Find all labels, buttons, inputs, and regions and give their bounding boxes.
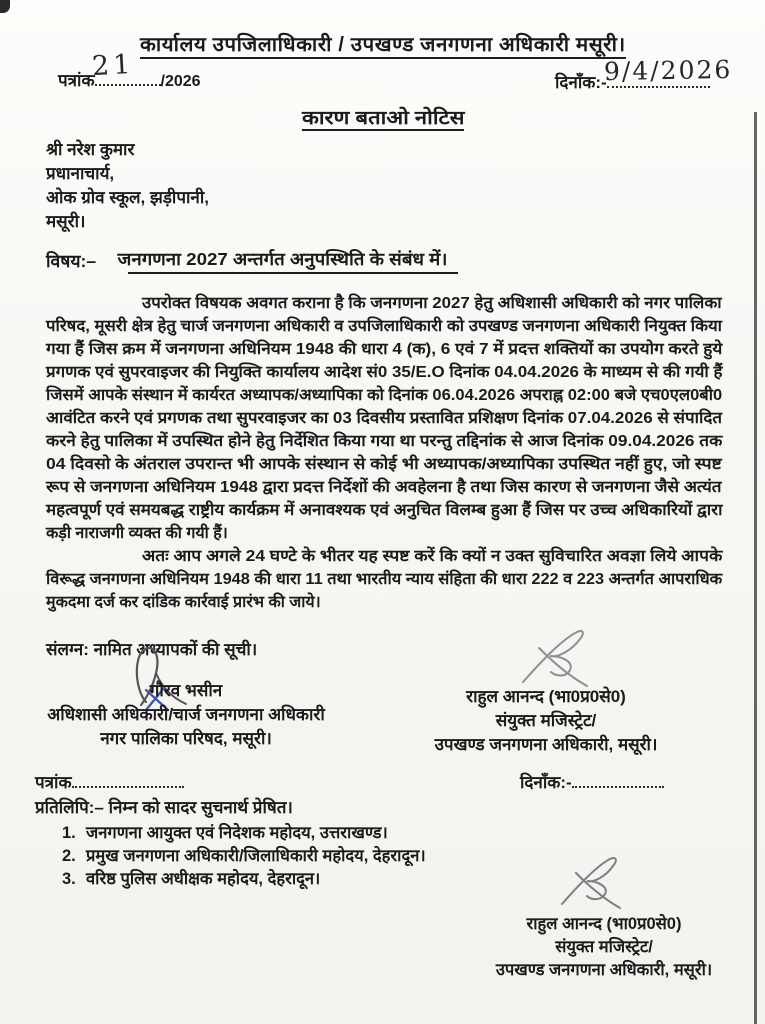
body-paragraph-1 <box>46 291 722 544</box>
copy-to-heading: प्रतिलिपि:– निम्न को सादर सुचनार्थ प्रेषित। <box>35 798 293 817</box>
bottom-signatory-designation: संयुक्त मजिस्ट्रेट/ <box>555 938 653 956</box>
body-line: कड़ी नाराजगी व्यक्त की गयी हैं। <box>46 525 228 542</box>
left-signatory-designation: अधिशासी अधिकारी/चार्ज जनगणना अधिकारी <box>47 705 325 724</box>
body-line: गया हैं जिस क्रम में जनगणना अधिनियम 1948 की धारा 4 (क), 6 एवं 7 में प्रदत्त शक्तियों का उपयोग करते हुये <box>46 341 723 358</box>
body-line: करने हेतु पालिका में उपस्थित होने हेतु निर्देशित किया गया था परन्तु तद्दिनांक से आज दिनांक 09.04.2026 तक <box>46 433 723 450</box>
body-line: रूप से जनगणना अधिनियम 1948 द्वारा प्रदत्त निर्देशों की अवहेलना है तथा जिस कारण से जनगणना जैसे अत्यंत <box>46 479 722 496</box>
letter-number-year: /2026 <box>160 73 201 90</box>
copy-to-item-text: जनगणना आयुक्त एवं निदेशक महोदय, उत्तराखण्ड। <box>86 824 388 842</box>
left-signatory-name: गौरव भसीन <box>149 681 223 700</box>
left-signatory-block <box>36 678 336 750</box>
body-line: अतः आप अगले 24 घण्टे के भीतर यह स्पष्ट करें कि क्यों न उक्त सुविचारित अवज्ञा लिये आपके <box>142 548 723 565</box>
right-signatory-name: राहुल आनन्द (भा0प्र0से0) <box>466 687 626 706</box>
footer-letter-number-dotted-line <box>72 774 184 788</box>
addressee-city: मसूरी। <box>46 212 86 231</box>
addressee-block <box>46 137 346 233</box>
bottom-signatory-block <box>468 911 740 980</box>
body-line: आवंटित करने एवं प्रगणक तथा सुपरवाइजर का 03 दिवसीय प्रस्तावित प्रशिक्षण दिनांक 07.04.2026 से संपादित <box>46 410 723 427</box>
copy-to-item-text: वरिष्ठ पुलिस अधीक्षक महोदय, देहरादून। <box>86 870 321 888</box>
copy-to-item <box>62 843 542 866</box>
office-title <box>140 30 626 59</box>
handwritten-date: 9/4/2026 <box>603 54 733 87</box>
subject <box>117 247 458 274</box>
scan-corner-artifact <box>0 0 10 13</box>
copy-to-item <box>62 820 542 843</box>
copy-to-item-number: 2. <box>62 847 76 865</box>
left-signatory-office: नगर पालिका परिषद, मसूरी। <box>100 729 272 748</box>
body-line: विरूद्ध जनगणना अधिनियम 1948 की धारा 11 तथा भारतीय न्याय संहिता की धारा 222 व 223 अन्तर्गत आपराधिक <box>46 571 723 588</box>
addressee-school: ओक ग्रोव स्कूल, झड़ीपानी, <box>46 188 209 207</box>
notice-title-text: कारण बताओ नोटिस <box>301 108 465 129</box>
footer-date-label: दिनाँक:- <box>520 773 572 792</box>
right-signatory-designation: संयुक्त मजिस्ट्रेट/ <box>495 711 597 730</box>
right-signatory-office: उपखण्ड जनगणना अधिकारी, मसूरी। <box>434 735 658 754</box>
copy-to-item-number: 3. <box>62 870 76 888</box>
bottom-signatory-name: राहुल आनन्द (भा0प्र0से0) <box>526 915 682 933</box>
addressee-name: श्री नरेश कुमार <box>46 140 135 159</box>
handwritten-letter-number: 21 <box>91 48 136 83</box>
copy-to-item-number: 1. <box>62 824 76 842</box>
footer-date-row <box>520 770 664 793</box>
subject-label: विषय:– <box>46 251 97 271</box>
body-line: महत्वपूर्ण एवं समयबद्ध राष्ट्रीय कार्यक्रम में अनावश्यक एवं अनुचित विलम्ब हुआ हैं जिस पर उच्च अधिकारियों द्वारा <box>46 502 723 519</box>
bottom-signature-icon <box>556 856 638 912</box>
office-title-text: कार्यालय उपजिलाधिकारी / उपखण्ड जनगणना अधिकारी मसूरी। <box>140 34 626 56</box>
copy-to-item-text: प्रमुख जनगणना अधिकारी/जिलाधिकारी महोदय, देहरादून। <box>86 847 426 865</box>
footer-letter-number-label: पत्रांक <box>35 773 72 792</box>
body-line: 04 दिवसो के अंतराल उपरान्त भी आपके संस्थान से कोई भी अध्यापक/अध्यापिका उपस्थित नहीं हुए, जो स्पष्ट <box>46 456 722 473</box>
bottom-signatory-office: उपखण्ड जनगणना अधिकारी, मसूरी। <box>495 961 713 979</box>
copy-to-item <box>62 866 542 889</box>
letter-number-label: पत्रांक <box>58 71 95 90</box>
date-label: दिनाँक:- <box>555 73 607 92</box>
enclosure-note: संलग्न: नामित अध्यापकों की सूची। <box>46 640 258 659</box>
body-line: उपरोक्त विषयक अवगत कराना है कि जनगणना 2027 हेतु अधिशासी अधिकारी को नगर पालिका <box>142 295 722 312</box>
body-line: मुकदमा दर्ज कर दांडिक कार्रवाई प्रारंभ की जाये। <box>46 594 321 611</box>
addressee-designation: प्रधानाचार्य, <box>46 164 115 183</box>
body-line: परिषद, मूसरी क्षेत्र हेतु चार्ज जनगणना अधिकारी व उपजिलाधिकारी को उपखण्ड जनगणना अधिकारी नियुक्त किया <box>46 318 722 335</box>
body-line: प्रगणक एवं सुपरवाइजर की नियुक्ति कार्यालय आदेश सं0 35/E.O दिनांक 04.04.2026 के माध्यम से की गयी हैं <box>46 364 723 381</box>
scan-page-edge-line <box>754 112 757 1024</box>
body-line: जिसमें आपके संस्थान में कार्यरत अध्यापक/अध्यापिका को दिनांक 06.04.2026 अपराह्न 02:00 बजे एच0एल0बी0 <box>46 387 723 404</box>
footer-date-dotted-line <box>572 774 664 788</box>
right-signature-icon <box>515 628 607 690</box>
footer-letter-number-row <box>35 770 184 793</box>
body-paragraph-2 <box>46 544 722 613</box>
right-signatory-block <box>415 684 677 756</box>
notice-title <box>302 104 464 131</box>
subject-text: जनगणना 2027 अन्तर्गत अनुपस्थिति के संबंध में। <box>117 249 448 269</box>
